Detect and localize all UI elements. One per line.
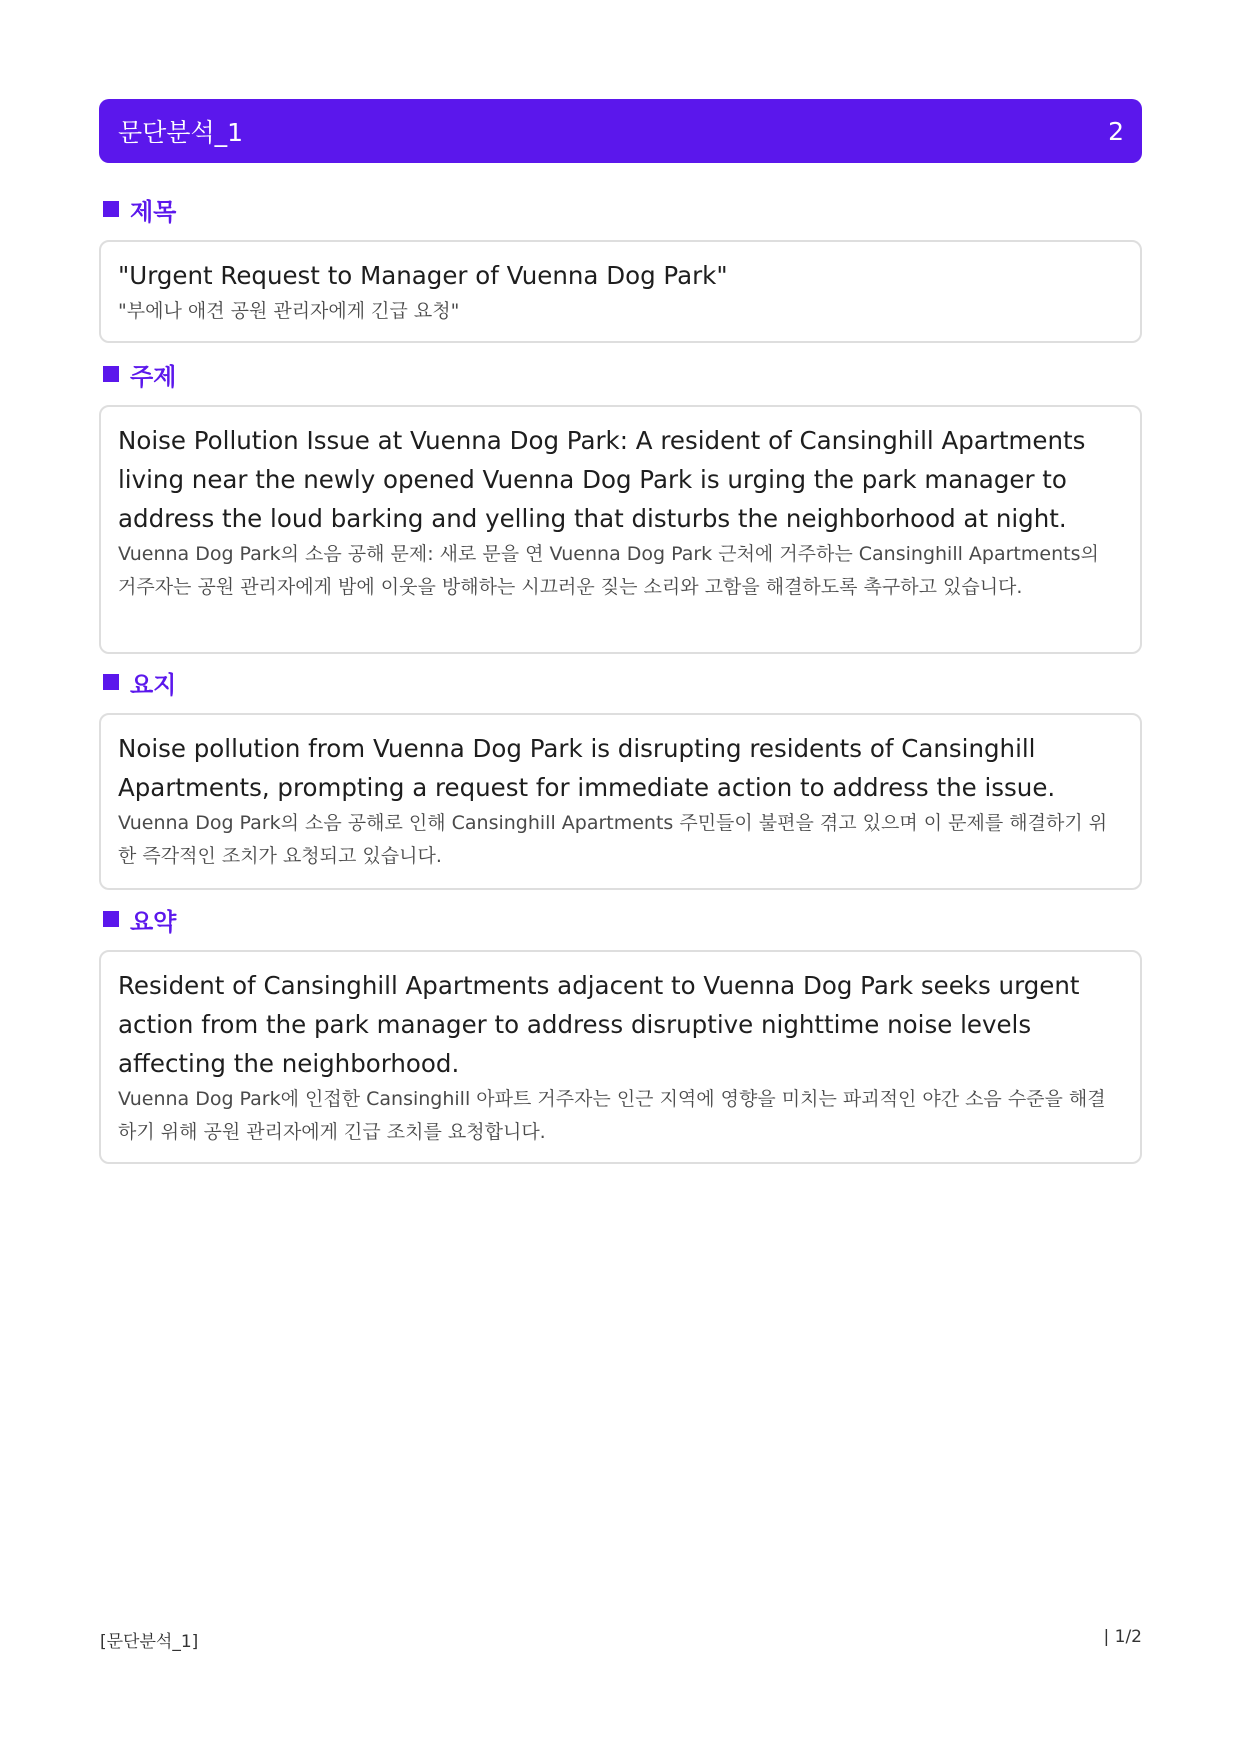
section-text-ko: "부에나 애견 공원 관리자에게 긴급 요청"	[118, 300, 460, 322]
square-bullet-icon	[103, 201, 119, 217]
footer-page-number: | 1/2	[1103, 1627, 1142, 1647]
header-number: 2	[1108, 116, 1124, 146]
header-title: 문단분석_1	[118, 118, 244, 147]
section-box-gist	[99, 713, 1142, 890]
section-box-summary	[99, 950, 1142, 1164]
footer-doc-label: [문단분석_1]	[100, 1632, 199, 1652]
section-text-en: Noise pollution from Vuenna Dog Park is disrupting residents of Cansinghill Apartments, prompting a request for immediate action to address the issue.	[118, 734, 1056, 802]
section-text-en: Resident of Cansinghill Apartments adjacent to Vuenna Dog Park seeks urgent action from the park manager to address disruptive nighttime noise levels affecting the neighborhood.	[118, 971, 1080, 1078]
section-heading-summary	[103, 903, 176, 935]
square-bullet-icon	[103, 911, 119, 927]
section-heading-label: 요약	[130, 907, 177, 936]
section-heading-label: 제목	[130, 197, 177, 226]
section-text-ko: Vuenna Dog Park에 인접한 Cansinghill 아파트 거주자는 인근 지역에 영향을 미치는 파괴적인 야간 소음 수준을 해결하기 위해 공원 관리자에게 긴급 조치를 요청합니다.	[118, 1088, 1106, 1143]
section-box-title	[99, 240, 1142, 343]
square-bullet-icon	[103, 674, 119, 690]
section-box-topic	[99, 405, 1142, 654]
section-text-en: "Urgent Request to Manager of Vuenna Dog Park"	[118, 261, 728, 290]
section-heading-gist	[103, 666, 176, 698]
section-text-en: Noise Pollution Issue at Vuenna Dog Park: A resident of Cansinghill Apartments living near the newly opened Vuenna Dog Park is urging the park manager to address the loud barking and yelling that disturbs the neighborhood at night.	[118, 426, 1086, 533]
section-text-ko: Vuenna Dog Park의 소음 공해로 인해 Cansinghill Apartments 주민들이 불편을 겪고 있으며 이 문제를 해결하기 위한 즉각적인 조치가 요청되고 있습니다.	[118, 812, 1108, 867]
section-heading-title	[103, 193, 176, 225]
square-bullet-icon	[103, 366, 119, 382]
section-text-ko: Vuenna Dog Park의 소음 공해 문제: 새로 문을 연 Vuenna Dog Park 근처에 거주하는 Cansinghill Apartments의 거주자는 공원 관리자에게 밤에 이웃을 방해하는 시끄러운 짖는 소리와 고함을 해결하도록 촉구하고 있습니다.	[118, 543, 1099, 598]
page-header-bar	[99, 99, 1142, 163]
section-heading-label: 주제	[130, 362, 177, 391]
section-heading-label: 요지	[130, 670, 177, 699]
section-heading-topic	[103, 358, 176, 390]
